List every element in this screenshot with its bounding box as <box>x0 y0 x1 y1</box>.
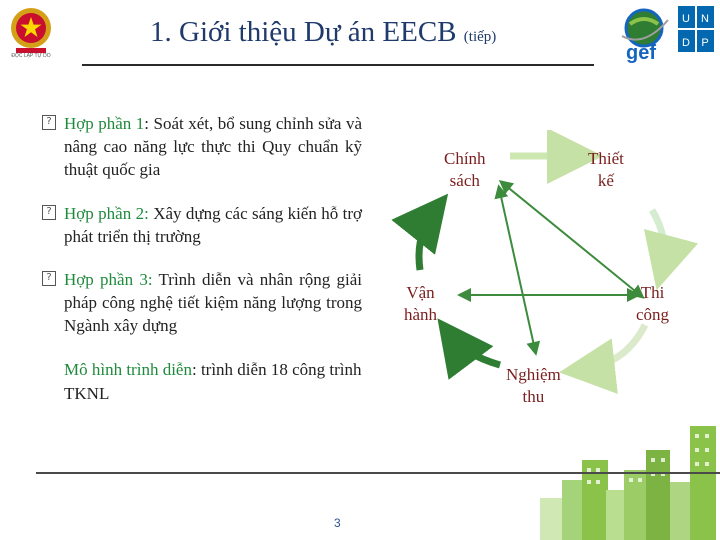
emblem-text: ĐỘC LẬP TỰ DO <box>11 53 51 59</box>
bullet-component-1 <box>44 112 362 181</box>
demo-label: Mô hình trình diễn <box>64 360 192 379</box>
bullet-text: : Soát xét, bổ sung chỉnh sửa và nâng cao năng lực thực thi Quy chuẩn kỹ thuật quốc gia <box>64 114 362 179</box>
cycle-node-line2: công <box>636 305 670 324</box>
title-text: 1. Giới thiệu Dự án EECB <box>150 16 457 48</box>
national-emblem-logo <box>8 6 54 62</box>
green-city-skyline-graphic <box>540 420 720 540</box>
cycle-node-line1: Chính <box>444 149 486 168</box>
gef-logo-text: gef <box>626 42 656 64</box>
slide-title <box>150 16 496 49</box>
bullet-label: Hợp phần 2: <box>64 204 149 223</box>
bullet-text: Xây dựng các sáng kiến hỗ trợ phát triển thị trường <box>64 204 362 246</box>
cycle-node-line1: Nghiệm <box>506 365 561 384</box>
cycle-node-line2: sách <box>449 171 480 190</box>
svg-text:P: P <box>701 37 709 49</box>
cycle-node-policy <box>444 148 486 192</box>
demo-model-note <box>64 358 364 406</box>
undp-logo <box>676 6 716 66</box>
checkbox-icon: ? <box>42 271 56 286</box>
cycle-node-line1: Thi <box>640 283 665 302</box>
bullet-component-2 <box>44 202 362 248</box>
title-underline <box>82 64 594 66</box>
bullet-component-3 <box>44 268 362 337</box>
arrow-operation-to-policy <box>419 210 435 270</box>
arrow-acceptance-to-operation <box>450 335 500 365</box>
arrow-design-to-construction <box>652 210 664 270</box>
svg-text:D: D <box>682 37 690 49</box>
cycle-node-acceptance <box>506 364 561 408</box>
cycle-node-construction <box>636 282 669 326</box>
cycle-node-line1: Vận <box>406 283 435 302</box>
demo-text: : trình diễn 18 công trình TKNL <box>64 360 362 403</box>
gef-logo <box>616 6 672 64</box>
bullet-text: Trình diễn và nhân rộng giải pháp công nghệ tiết kiệm năng lượng trong Ngành xây dựng <box>64 270 362 335</box>
cycle-node-line2: thu <box>522 387 545 406</box>
arrow-construction-to-acceptance <box>580 325 645 370</box>
checkbox-icon: ? <box>42 205 56 220</box>
line-policy-to-construction <box>505 185 640 295</box>
cycle-node-line2: kế <box>597 171 614 190</box>
cycle-node-operation <box>404 282 437 326</box>
line-policy-to-acceptance <box>500 192 535 350</box>
bullet-label: Hợp phần 1 <box>64 114 145 133</box>
cycle-node-line1: Thiết <box>588 149 624 168</box>
page-number: 3 <box>334 516 341 530</box>
checkbox-icon: ? <box>42 115 56 130</box>
cycle-node-line2: hành <box>404 305 438 324</box>
cycle-node-design <box>588 148 624 192</box>
title-suffix: (tiếp) <box>463 29 497 45</box>
footer-divider <box>36 472 720 474</box>
svg-text:N: N <box>701 13 709 25</box>
svg-text:U: U <box>682 13 690 25</box>
bullet-label: Hợp phần 3: <box>64 270 153 289</box>
